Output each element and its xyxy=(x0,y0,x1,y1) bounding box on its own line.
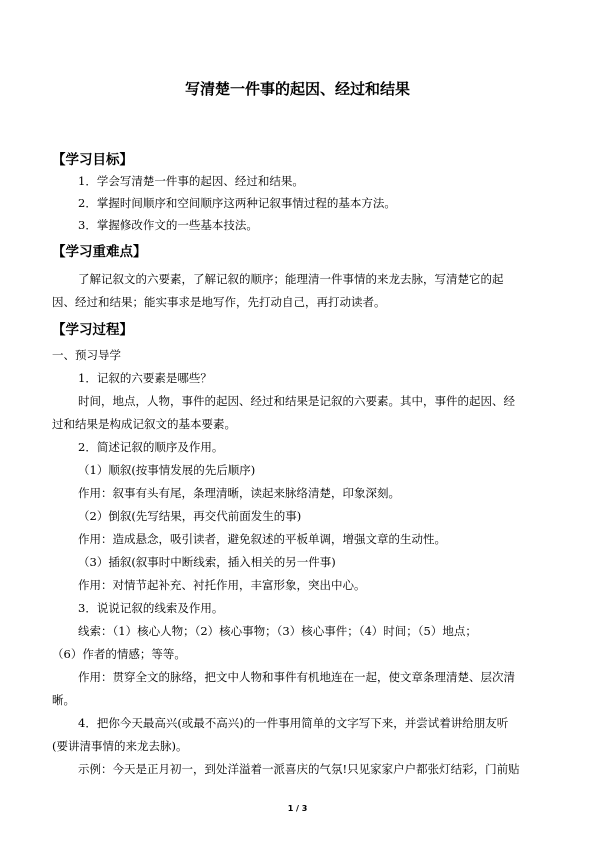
process-line-7: 作用：叙事有头有尾，条理清晰，读起来脉络清楚，印象深刻。 xyxy=(78,486,400,500)
process-line-10: （3）插叙(叙事时中断线索，插入相关的另一件事) xyxy=(78,555,336,569)
goal-item-2: 2．掌握时间顺序和空间顺序这两种记叙事情过程的基本方法。 xyxy=(78,196,396,210)
process-line-15: 作用：贯穿全文的脉络，把文中人物和事件有机地连在一起，使文章条理清楚、层次清 xyxy=(78,670,515,684)
process-line-2: 1．记叙的六要素是哪些？ xyxy=(78,371,212,385)
process-line-9: 作用：造成悬念，吸引读者，避免叙述的平板单调，增强文章的生动性。 xyxy=(78,532,446,546)
process-line-12: 3．说说记叙的线索及作用。 xyxy=(78,601,224,615)
section-heading-process: 【学习过程】 xyxy=(52,322,133,338)
process-line-4: 过和结果是构成记叙文的基本要素。 xyxy=(52,417,236,431)
goal-item-1: 1．学会写清楚一件事的起因、经过和结果。 xyxy=(78,174,304,188)
process-line-8: （2）倒叙(先写结果，再交代前面发生的事) xyxy=(78,509,302,523)
keypoints-line-2: 因、经过和结果；能实事求是地写作，先打动自己，再打动读者。 xyxy=(52,295,386,309)
document-title: 写清楚一件事的起因、经过和结果 xyxy=(184,80,410,98)
process-line-6: （1）顺叙(按事情发展的先后顺序) xyxy=(78,463,256,477)
page-number: 1 / 3 xyxy=(287,804,308,813)
process-line-11: 作用：对情节起补充、衬托作用，丰富形象，突出中心。 xyxy=(78,578,366,592)
process-line-17: 4．把你今天最高兴(或最不高兴)的一件事用简单的文字写下来，并尝试着讲给朋友听 xyxy=(78,716,509,730)
process-line-16: 晰。 xyxy=(52,693,75,707)
process-line-19: 示例：今天是正月初一，到处洋溢着一派喜庆的气氛!只见家家户户都张灯结彩，门前贴 xyxy=(78,762,520,776)
process-line-14: （6）作者的情感；等等。 xyxy=(52,647,186,661)
process-line-5: 2．简述记叙的顺序及作用。 xyxy=(78,440,224,454)
section-heading-goals: 【学习目标】 xyxy=(52,152,133,168)
process-line-1: 一、预习导学 xyxy=(52,348,121,362)
process-line-18: (要讲清事情的来龙去脉)。 xyxy=(52,739,188,753)
process-line-13: 线索：（1）核心人物；（2）核心事物；（3）核心事件；（4）时间；（5）地点； xyxy=(78,624,477,638)
section-heading-keypoints: 【学习重难点】 xyxy=(52,244,147,260)
goal-item-3: 3．掌握修改作文的一些基本技法。 xyxy=(78,218,258,232)
process-line-3: 时间，地点，人物，事件的起因、经过和结果是记叙的六要素。其中，事件的起因、经 xyxy=(78,394,515,408)
keypoints-line-1: 了解记叙文的六要素，了解记叙的顺序；能理清一件事情的来龙去脉，写清楚它的起 xyxy=(78,272,504,286)
